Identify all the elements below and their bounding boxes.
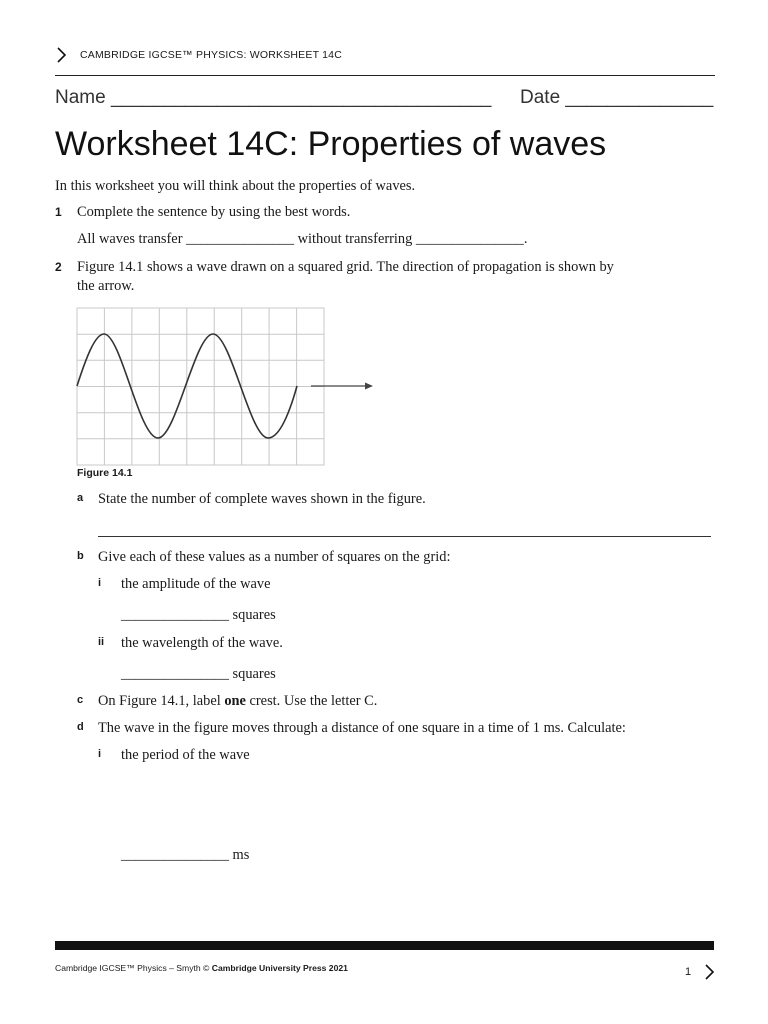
part-c-text-bold: one xyxy=(224,693,246,709)
next-page-chevron-icon[interactable] xyxy=(703,963,715,981)
part-d-i-text: the period of the wave xyxy=(121,747,250,763)
part-d-text: The wave in the figure moves through a distance of one square in a time of 1 ms. Calculate: xyxy=(98,720,626,736)
part-a-text: State the number of complete waves shown in the figure. xyxy=(98,491,426,507)
footer-bar xyxy=(55,941,714,950)
footer-text-bold: Cambridge University Press 2021 xyxy=(211,963,348,973)
part-b-i-answer-line[interactable]: _______________ squares xyxy=(121,607,276,623)
part-c-text-before: On Figure 14.1, label xyxy=(98,693,225,709)
part-b-label: b xyxy=(77,550,84,562)
part-b-i-text: the amplitude of the wave xyxy=(121,576,271,592)
part-b-i-label: i xyxy=(98,577,102,589)
date-field-line: Date ______________ xyxy=(520,87,714,108)
footer-text-prefix: Cambridge IGCSE™ Physics – Smyth © xyxy=(55,963,212,973)
name-field-line: Name ____________________________________ xyxy=(55,87,492,108)
footer-copyright xyxy=(55,963,348,973)
part-a-answer-line[interactable] xyxy=(98,536,711,537)
header-rule xyxy=(55,75,715,76)
question-2-text-line-1: Figure 14.1 shows a wave drawn on a squared grid. The direction of propagation is shown by xyxy=(77,259,614,275)
chevron-right-icon xyxy=(55,46,67,64)
figure-grid xyxy=(77,308,324,465)
intro-text: In this worksheet you will think about the properties of waves. xyxy=(55,178,416,194)
part-b-text: Give each of these values as a number of squares on the grid: xyxy=(98,549,451,565)
part-d-label: d xyxy=(77,721,84,733)
question-1-sentence: All waves transfer _______________ without transferring _______________. xyxy=(77,231,528,247)
part-a-label: a xyxy=(77,492,84,504)
page-number: 1 xyxy=(685,966,692,978)
part-d-i-label: i xyxy=(98,748,102,760)
part-b-ii-answer-line[interactable]: _______________ squares xyxy=(121,666,276,682)
part-d-i-answer-line[interactable]: _______________ ms xyxy=(121,847,250,863)
part-c-label: c xyxy=(77,694,84,706)
page-title: Worksheet 14C: Properties of waves xyxy=(55,125,607,163)
question-1-number: 1 xyxy=(55,205,62,219)
part-b-ii-text: the wavelength of the wave. xyxy=(121,635,283,651)
propagation-arrow xyxy=(311,383,373,390)
figure-caption: Figure 14.1 xyxy=(77,467,133,479)
part-b-ii-label: ii xyxy=(98,636,105,648)
question-2-number: 2 xyxy=(55,260,62,274)
wave-figure xyxy=(76,306,376,468)
running-head: CAMBRIDGE IGCSE™ PHYSICS: WORKSHEET 14C xyxy=(80,49,342,61)
question-1-text: Complete the sentence by using the best words. xyxy=(77,204,351,220)
question-2-text-line-2: the arrow. xyxy=(77,278,135,294)
part-c-text-after: crest. Use the letter C. xyxy=(245,693,378,709)
part-c-text xyxy=(98,691,377,711)
